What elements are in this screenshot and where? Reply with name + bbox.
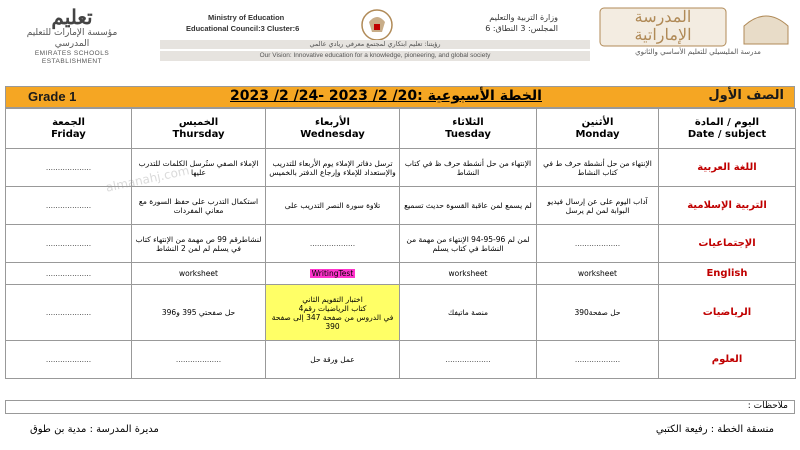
science-thursday: ................... — [132, 341, 266, 379]
english-thursday: worksheet — [132, 263, 266, 285]
watermark: almanahj.com — [104, 163, 191, 195]
weekly-plan-table — [5, 108, 796, 379]
math-friday: ................... — [6, 285, 132, 341]
plan-title-bar — [5, 86, 795, 108]
english-friday: ................... — [6, 263, 132, 285]
friday-ar: الجمعة — [52, 116, 85, 128]
social-tuesday: لمن لم 96-95-94 الإنتهاء من مهمة من النشاط في كتاب يسلم — [400, 225, 537, 263]
english-monday: worksheet — [537, 263, 659, 285]
subject-science: العلوم — [659, 341, 796, 379]
monday-en: Monday — [575, 128, 620, 140]
wednesday-ar: الأربعاء — [315, 116, 350, 128]
school-logo-line-1: المدرسة — [634, 7, 692, 26]
council-cluster-en: Educational Council:3 Cluster:6 — [186, 24, 300, 33]
thursday-ar: الخميس — [178, 116, 219, 128]
wednesday-en: Wednesday — [300, 128, 365, 140]
table-row — [6, 285, 796, 341]
science-monday: ................... — [537, 341, 659, 379]
col-thursday — [132, 109, 266, 149]
plan-coordinator: منسقة الخطة : رفيعة الكتبي — [655, 424, 774, 435]
math-wednesday — [266, 285, 400, 341]
ministry-name-en: Ministry of Education — [208, 13, 285, 22]
notes-box — [5, 400, 795, 414]
subject-header-en: Date / subject — [687, 128, 767, 140]
weekly-plan-title: الخطة الأسبوعية :20/ 2/ 2023 -24/ 2/ 2023 — [230, 88, 542, 104]
social-monday: ................... — [537, 225, 659, 263]
subject-header-ar: اليوم / المادة — [694, 116, 760, 128]
math-test-book: كتاب الرياضيات رقم4 — [298, 303, 367, 313]
social-thursday: لنشاطرقم 99 ص مهمة من الإنتهاء كتاب في يسلم لم لمن 2 النشاط — [132, 225, 266, 263]
thursday-en: Thursday — [172, 128, 225, 140]
writing-test-badge: WritingTest — [311, 269, 354, 278]
table-row — [6, 149, 796, 187]
social-friday: ................... — [6, 225, 132, 263]
english-wednesday — [266, 263, 400, 285]
class-label: الصف الأول — [708, 88, 784, 103]
arabic-friday: ................... — [6, 149, 132, 187]
col-tuesday — [400, 109, 537, 149]
ministry-name-ar: وزارة التربية والتعليم — [489, 13, 558, 22]
school-name: مدرسة المليسيلي للتعليم الأساسي والثانوي — [635, 48, 761, 56]
school-principal: مديرة المدرسة : مدية بن طوق — [30, 424, 159, 435]
ministry-english — [186, 12, 346, 34]
brand-english-line-1: EMIRATES SCHOOLS — [34, 50, 110, 57]
islamic-wednesday: تلاوة سورة النصر التدريب على — [266, 187, 400, 225]
friday-en: Friday — [51, 128, 86, 140]
islamic-thursday: استكمال التدرب على حفظ السورة مع معاني المفردات — [132, 187, 266, 225]
school-dome-icon — [738, 8, 794, 46]
page-header — [0, 0, 800, 65]
col-subject — [659, 109, 796, 149]
table-header-row — [6, 109, 796, 149]
math-tuesday: منصة ماتيفك — [400, 285, 537, 341]
subject-islamic: التربية الإسلامية — [659, 187, 796, 225]
emirates-schools-logo — [12, 6, 132, 66]
monday-ar: الأثنين — [581, 116, 614, 128]
subject-arabic: اللغة العربية — [659, 149, 796, 187]
arabic-thursday: الإملاء الصفي ستُرسل الكلمات للتدرب عليها — [132, 149, 266, 187]
notes-label: ملاحظات : — [747, 401, 788, 411]
grade-label: Grade 1 — [28, 89, 77, 104]
tuesday-en: Tuesday — [445, 128, 491, 140]
col-friday — [6, 109, 132, 149]
brand-english-line-2: ESTABLISHMENT — [41, 58, 103, 65]
math-test-title: اختبار التقويم الثاني — [302, 294, 363, 304]
science-wednesday: عمل ورقة حل — [266, 341, 400, 379]
science-tuesday: ................... — [400, 341, 537, 379]
uae-emblem-icon — [360, 8, 394, 42]
math-monday: حل صفحة390 — [537, 285, 659, 341]
table-row — [6, 187, 796, 225]
col-wednesday — [266, 109, 400, 149]
math-thursday: حل صفحتي 395 و396 — [132, 285, 266, 341]
arabic-monday: الإنتهاء من حل أنشطة حرف ط في كتاب النشاط — [537, 149, 659, 187]
social-wednesday: ................... — [266, 225, 400, 263]
brand-logo-text: تعليم — [51, 5, 93, 29]
table-row — [6, 225, 796, 263]
islamic-tuesday: لم يسمع لمن عاقبة القسوة حديث تسميع — [400, 187, 537, 225]
science-friday: ................... — [6, 341, 132, 379]
vision-arabic: رؤيتنا: تعليم ابتكاري لمجتمع معرفي ريادي عالمي — [160, 40, 590, 49]
tuesday-ar: الثلاثاء — [452, 116, 484, 128]
ministry-arabic — [398, 12, 558, 34]
english-tuesday: worksheet — [400, 263, 537, 285]
school-logo — [598, 6, 798, 58]
arabic-tuesday: الإنتهاء من حل أنشطة حرف ظ في كتاب النشاط — [400, 149, 537, 187]
math-test-pages: في الدروس من صفحة 347 إلى صفحة — [271, 312, 394, 322]
school-logo-line-2: الإماراتية — [634, 25, 692, 44]
table-row — [6, 341, 796, 379]
math-test-end-page: 390 — [325, 321, 340, 331]
subject-english: English — [659, 263, 796, 285]
islamic-monday: آداب اليوم على عن إرسال فيديو البوابة لمن لم يرسل — [537, 187, 659, 225]
subject-social: الإجتماعيات — [659, 225, 796, 263]
council-cluster-ar: المجلس: 3 النطاق: 6 — [485, 24, 558, 33]
brand-arabic-name: مؤسسة الإمارات للتعليم المدرسي — [26, 28, 118, 49]
subject-math: الرياضيات — [659, 285, 796, 341]
arabic-wednesday: ترسل دفاتر الإملاء يوم الأربعاء للتدريب والإستعداد للإملاء وإرجاع الدفتر بالخميس — [266, 149, 400, 187]
islamic-friday: ................... — [6, 187, 132, 225]
col-monday — [537, 109, 659, 149]
table-row — [6, 263, 796, 285]
vision-english: Our Vision: Innovative education for a knowledge, pioneering, and global society — [160, 51, 590, 61]
